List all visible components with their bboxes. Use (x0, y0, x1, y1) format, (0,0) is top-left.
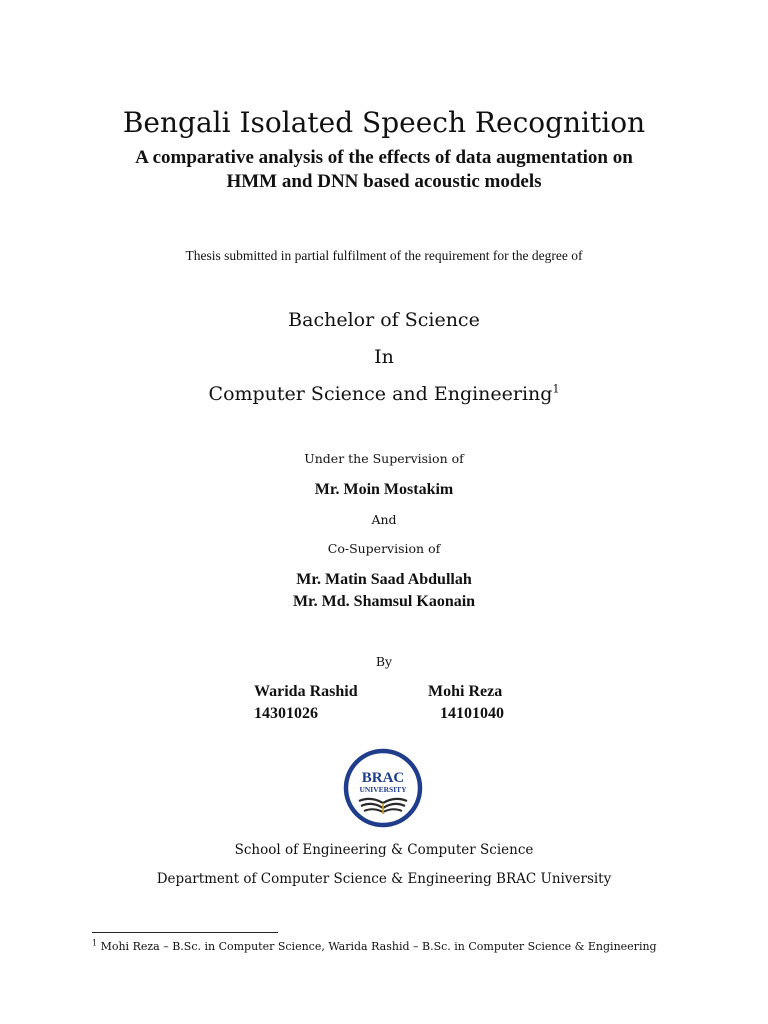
footnote-marker: 1 (552, 382, 560, 396)
document-title: Bengali Isolated Speech Recognition (122, 106, 646, 139)
degree-field-text: Computer Science and Engineering (208, 383, 553, 405)
author-name: Mohi Reza (428, 683, 503, 700)
degree-name: Bachelor of Science (288, 309, 480, 331)
author-id: 14101040 (440, 705, 504, 722)
co-supervisor-name: Mr. Md. Shamsul Kaonain (292, 593, 476, 610)
supervision-label: Under the Supervision of (304, 451, 464, 466)
document-subtitle (0, 146, 768, 194)
brac-university-logo (343, 748, 423, 828)
author-name: Warida Rashid (254, 683, 358, 700)
subtitle-line-2: HMM and DNN based acoustic models (226, 171, 542, 192)
degree-field (0, 380, 768, 408)
thesis-statement: Thesis submitted in partial fulfilment of the requirement for the degree of (185, 248, 583, 263)
co-supervision-label: Co-Supervision of (327, 541, 441, 556)
by-label: By (375, 654, 393, 669)
school-name: School of Engineering & Computer Science (234, 842, 534, 858)
supervisor-name: Mr. Moin Mostakim (314, 481, 454, 498)
footnote-number: 1 (92, 938, 98, 948)
footnote (92, 939, 657, 955)
subtitle-line-1: A comparative analysis of the effects of data augmentation on (135, 147, 633, 168)
logo-text-brac: BRAC (361, 770, 405, 786)
logo-text-university: UNIVERSITY (359, 785, 407, 794)
co-supervisor-name: Mr. Matin Saad Abdullah (296, 571, 472, 588)
degree-connector: In (374, 346, 394, 368)
and-label: And (371, 512, 397, 527)
department-name: Department of Computer Science & Engineering BRAC University (156, 871, 612, 887)
author-id: 14301026 (254, 705, 318, 722)
footnote-divider (92, 932, 278, 933)
footnote-text: Mohi Reza – B.Sc. in Computer Science, Warida Rashid – B.Sc. in Computer Science & Engineering (97, 940, 657, 953)
